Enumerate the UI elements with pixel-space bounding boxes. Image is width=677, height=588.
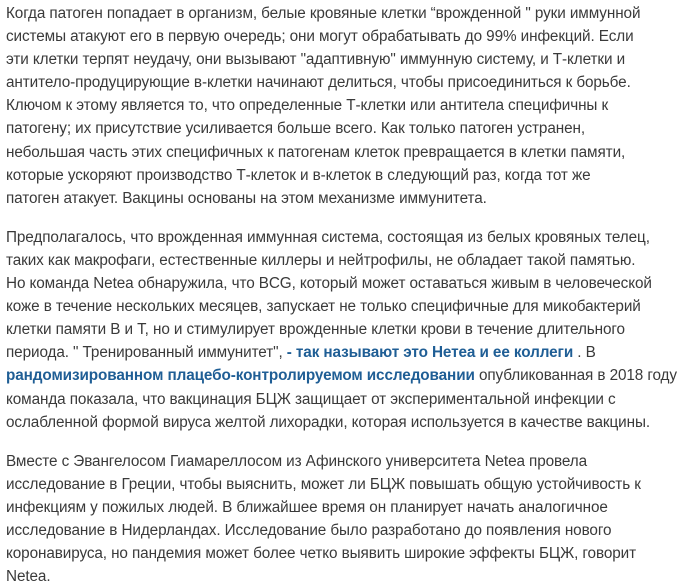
text-line: патогену; их присутствие усиливается больше всего. Как только патоген устранен, [6,120,585,138]
text-line: которые ускоряют производство Т-клеток и в-клеток в следующий раз, когда тот же [6,166,591,184]
text-line: системы атакуют его в первую очередь; они могут обрабатывать до 99% инфекций. Если [6,28,634,46]
text-line: инфекциям у пожилых людей. В ближайшее время он планирует начать аналогичное [6,498,608,516]
text-line: Netea. [6,568,51,586]
text-line: коже в течение нескольких месяцев, запускает не только специфичные для микобактерий [6,298,641,316]
text-line: Ключом к этому является то, что определенные Т-клетки или антитела специфичны к [6,97,609,115]
text-line: Вместе с Эвангелосом Гиамареллосом из Афинского университета Netea провела [6,452,588,470]
text-line: небольшая часть этих специфичных к патогенам клеток превращается в клетки памяти, [6,143,626,161]
paragraph-innate-immunity [6,2,647,210]
text-line: исследование в Нидерландах. Исследование было разработано до появления нового [6,521,612,539]
text-fragment: опубликованная в 2018 году [474,367,677,385]
text-line: эти клетки терпят неудачу, они вызывают "адаптивную" иммунную систему, и Т-клетки и [6,51,626,69]
text-line [6,341,647,364]
text-line: ослабленной формой вируса желтой лихорадки, которая используется в качестве вакцины. [6,413,651,431]
text-line: Когда патоген попадает в организм, белые кровяные клетки “врожденной " руки иммунной [6,5,641,22]
text-line: исследование в Греции, чтобы выяснить, может ли БЦЖ повышать общую устойчивость к [6,475,641,493]
text-line: Но команда Netea обнаружила, что BCG, который может оставаться живым в человеческой [6,275,652,293]
text-line: таких как макрофаги, естественные киллеры и нейтрофилы, не обладает такой памятью. [6,251,636,269]
text-fragment: периода. " Тренированный иммунитет", [6,344,283,362]
text-line: Предполагалось, что врожденная иммунная система, состоящая из белых кровяных телец, [6,228,650,246]
paragraph-trained-immunity [6,226,677,434]
text-line: коронавируса, но пандемия может более четко выявить широкие эффекты БЦЖ, говорит [6,545,636,563]
text-line: антитело-продуцирующие в-клетки начинают делиться, чтобы присоединиться к борьбе. [6,74,631,92]
paragraph-greece-study [6,450,647,588]
trained-immunity-link[interactable]: - так называют это Нетеа и ее коллеги [286,344,574,362]
text-line: патоген атакует. Вакцины основаны на этом механизме иммунитета. [6,189,487,207]
randomized-study-link[interactable]: рандомизированном плацебо-контролируемом исследовании [6,367,475,385]
text-line [6,364,677,387]
text-fragment: . В [577,344,596,362]
text-line: команда показала, что вакцинация БЦЖ защищает от экспериментальной инфекции с [6,390,616,408]
text-line: клетки памяти B и T, но и стимулирует врожденные клетки крови в течение длительного [6,321,625,339]
